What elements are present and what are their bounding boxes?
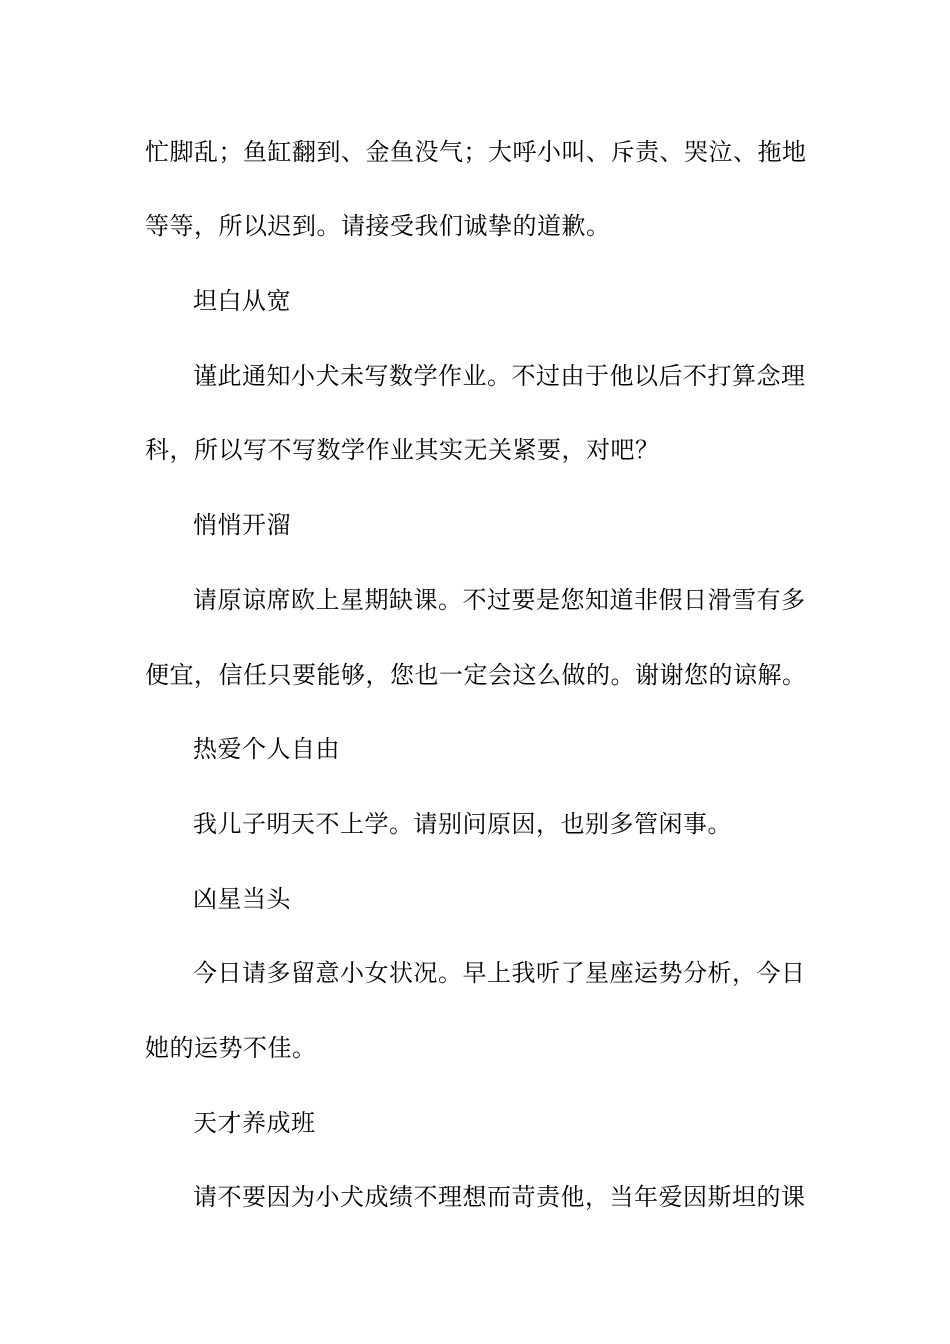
text-line: 我儿子明天不上学。请别问原因，也别多管闲事。 xyxy=(193,810,732,838)
text-line: 便宜，信任只要能够，您也一定会这么做的。谢谢您的谅解。 xyxy=(145,661,807,689)
text-line: 忙脚乱；鱼缸翻到、金鱼没气；大呼小叫、斥责、哭泣、拖地 xyxy=(145,138,807,166)
text-line: 谨此通知小犬未写数学作业。不过由于他以后不打算念理 xyxy=(193,362,806,390)
section-heading: 悄悄开溜 xyxy=(193,511,291,539)
section-heading: 热爱个人自由 xyxy=(193,735,340,763)
text-line: 她的运势不佳。 xyxy=(145,1034,317,1062)
section-heading: 天才养成班 xyxy=(193,1109,316,1137)
text-line: 今日请多留意小女状况。早上我听了星座运势分析，今日 xyxy=(193,959,806,987)
section-heading: 凶星当头 xyxy=(193,885,291,913)
text-line: 请不要因为小犬成绩不理想而苛责他，当年爱因斯坦的课 xyxy=(193,1183,806,1211)
section-heading: 坦白从宽 xyxy=(193,287,291,315)
text-line: 等等，所以迟到。请接受我们诚挚的道歉。 xyxy=(145,212,611,240)
text-line: 请原谅席欧上星期缺课。不过要是您知道非假日滑雪有多 xyxy=(193,586,806,614)
text-line: 科，所以写不写数学作业其实无关紧要，对吧？ xyxy=(145,436,660,464)
